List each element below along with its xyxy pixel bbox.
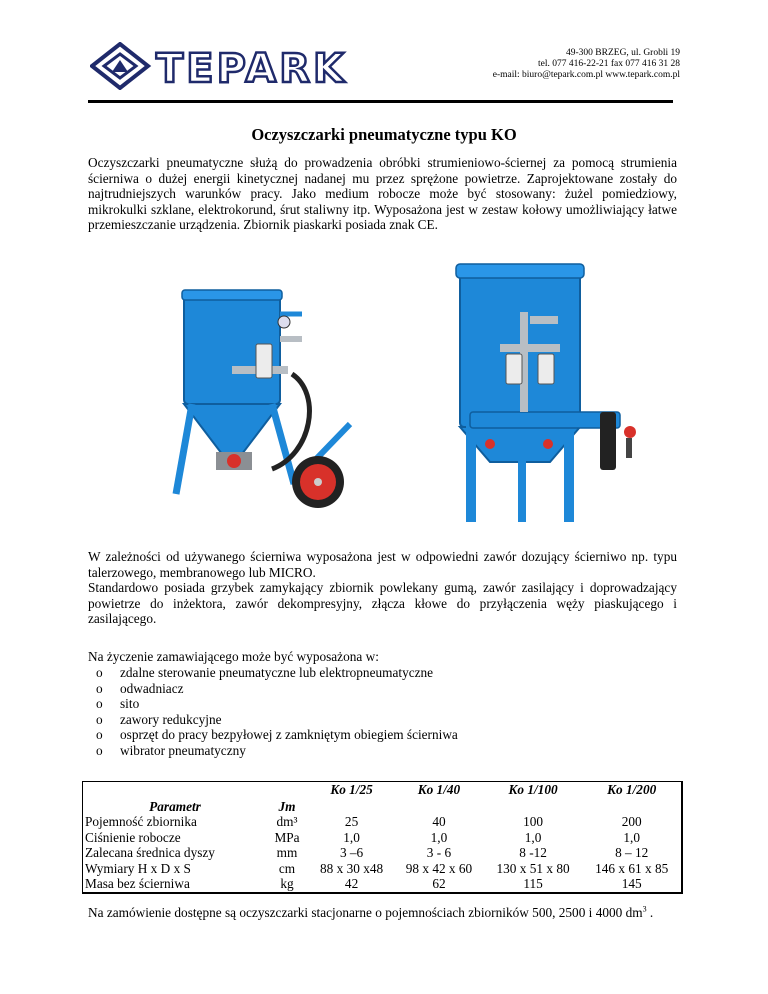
footnote-paragraph: Na zamówienie dostępne są oczyszczarki stacjonarne o pojemnościach zbiorników 500, 2500 i 4000 $dm^3$ . — [88, 904, 654, 920]
sandblaster-ko200-image — [430, 262, 642, 530]
email-web-line[interactable]: e-mail: biuro@tepark.com.pl www.tepark.com.pl — [492, 70, 680, 80]
header-divider — [88, 100, 673, 103]
options-intro: Na życzenie zamawiającego może być wyposażona w: — [88, 649, 379, 664]
list-item: o zawory redukcyjne — [96, 711, 222, 727]
table-row: Masa bez ścierniwa kg 42 62 115 145 — [85, 876, 642, 891]
list-item: o wibrator pneumatyczny — [96, 742, 246, 758]
sandblaster-ko25-image — [172, 284, 360, 514]
list-item: o zdalne sterowanie pneumatyczne lub elektropneumatyczne — [96, 665, 434, 680]
phone-line: tel. 077 416-22-21 fax 077 416 31 28 — [538, 59, 680, 69]
intro-paragraph: Oczyszczarki pneumatyczne służą do prowadzenia obróbki strumieniowo-ściernej za pomocą strumienia ścierniwa o dużej energii kinetycznej nadanej mu przez sprężone powietrze. Zaprojektowane zostały do najtrudniejszych warunków pracy. Jako medium robocze może być stosowany: żużel pomiedziowy, mikrokulki szklane, elektrokorund, śrut staliwny itp. Wyposażona jest w zestaw kołowy umożliwiający łatwe przemieszczanie urządzenia. Zbiornik piaskarki posiada znak CE. — [88, 155, 677, 233]
header-ko25: Ko 1/25 — [330, 782, 373, 797]
table-row: Wymiary H x D x S cm 88 x 30 x48 98 x 42 x 60 130 x 51 x 80 146 x 61 x 85 — [85, 860, 669, 876]
header-ko100: Ko 1/100 — [508, 782, 558, 797]
logo-text: TEPARK — [156, 46, 348, 90]
table-row: Zalecana średnica dyszy mm 3 –6 3 - 6 8 -12 8 – 12 — [85, 845, 649, 860]
list-item: o odwadniacz — [96, 680, 184, 696]
page-title: Oczyszczarki pneumatyczne typu KO — [251, 125, 517, 144]
options-list — [96, 665, 458, 759]
table-row: Ciśnienie robocze MPa 1,0 1,0 1,0 1,0 — [85, 829, 640, 845]
address-line: 49-300 BRZEG, ul. Grobli 19 — [566, 48, 680, 58]
table-header-row — [83, 782, 681, 814]
standard-equipment-text: Standardowo posiada grzybek zamykający zbiornik powlekany gumą, zawór zasilający i doprowadzający powietrze do inżektora, zawór dekompresyjny, złącza kłowe do przyłączenia węży piaskującego i zasilającego. — [88, 580, 677, 627]
header-param: Parametr — [149, 798, 201, 814]
header-ko200: Ko 1/200 — [607, 782, 657, 797]
company-logo — [90, 42, 352, 90]
header-unit: Jm — [278, 798, 296, 814]
header-ko40: Ko 1/40 — [417, 782, 461, 797]
contact-info — [493, 48, 680, 81]
table-row: Pojemność zbiornika dm³ 25 40 100 200 — [85, 814, 642, 829]
list-item: o osprzęt do pracy bezpyłowej z zamkniętym obiegiem ścierniwa — [96, 727, 458, 743]
list-item: o sito — [96, 696, 140, 712]
dosing-valve-text: W zależności od używanego ścierniwa wyposażona jest w odpowiedni zawór dozujący ścierniwo np. typu talerzowego, membranowego lub MICRO. — [88, 549, 677, 580]
usage-paragraph — [88, 549, 677, 627]
specification-table — [82, 781, 683, 894]
